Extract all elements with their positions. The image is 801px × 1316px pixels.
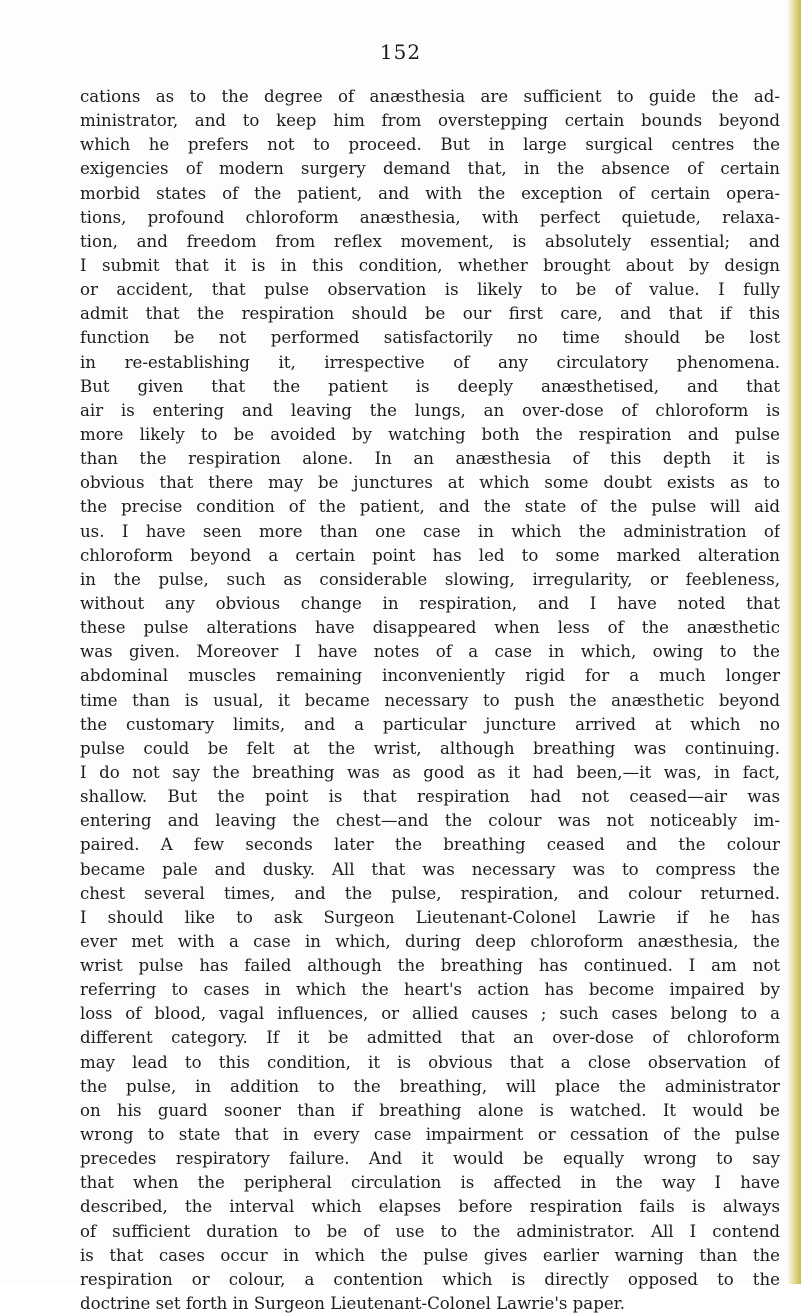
text-line: entering and leaving the chest—and the colour was not noticeably im-	[80, 811, 780, 831]
text-line: ever met with a case in which, during deep chloroform anæsthesia, the	[80, 931, 780, 951]
text-line: these pulse alterations have disappeared when less of the anæsthetic	[80, 618, 780, 638]
text-line: than the respiration alone. In an anæsthesia of this depth it is	[80, 449, 780, 469]
text-line: time than is usual, it became necessary to push the anæsthetic beyond	[80, 690, 780, 710]
text-line: I submit that it is in this condition, whether brought about by design	[80, 255, 780, 275]
text-line: the pulse, in addition to the breathing, will place the administrator	[80, 1076, 780, 1096]
text-line: precedes respiratory failure. And it would be equally wrong to say	[80, 1149, 780, 1169]
text-line: described, the interval which elapses before respiration fails is always	[80, 1197, 780, 1217]
text-line: chloroform beyond a certain point has led to some marked alteration	[80, 545, 780, 565]
text-line: on his guard sooner than if breathing alone is watched. It would be	[80, 1100, 780, 1120]
text-line: cations as to the degree of anæsthesia are sufficient to guide the ad-	[80, 87, 780, 106]
text-line: ministrator, and to keep him from overstepping certain bounds beyond	[80, 111, 780, 131]
text-line: loss of blood, vagal influences, or allied causes ; such cases belong to a	[80, 1004, 780, 1024]
text-line: us. I have seen more than one case in which the administration of	[80, 521, 780, 541]
text-line: I should like to ask Surgeon Lieutenant-Colonel Lawrie if he has	[80, 907, 780, 927]
text-line: that when the peripheral circulation is affected in the way I have	[80, 1173, 780, 1193]
text-line: without any obvious change in respiration, and I have noted that	[80, 593, 780, 613]
text-line: referring to cases in which the heart's action has become impaired by	[80, 980, 780, 1000]
text-line: air is entering and leaving the lungs, an over-dose of chloroform is	[80, 400, 780, 420]
text-line: wrong to state that in every case impairment or cessation of the pulse	[80, 1125, 780, 1145]
text-line: morbid states of the patient, and with the exception of certain opera-	[80, 183, 780, 203]
text-line: may lead to this condition, it is obvious that a close observation of	[80, 1052, 780, 1072]
page-number: 152	[379, 40, 422, 64]
text-line: in the pulse, such as considerable slowing, irregularity, or feebleness,	[80, 569, 780, 589]
text-line: chest several times, and the pulse, respiration, and colour returned.	[80, 883, 780, 903]
text-line: I do not say the breathing was as good as it had been,—it was, in fact,	[80, 762, 780, 782]
page-edge-shading	[787, 0, 801, 1284]
text-line: which he prefers not to proceed. But in large surgical centres the	[80, 135, 780, 155]
text-line: different category. If it be admitted that an over-dose of chloroform	[80, 1028, 780, 1048]
text-line: paired. A few seconds later the breathing ceased and the colour	[80, 835, 780, 855]
text-line: was given. Moreover I have notes of a case in which, owing to the	[80, 642, 780, 662]
text-line: tion, and freedom from reflex movement, is absolutely essential; and	[80, 231, 780, 251]
text-line: function be not performed satisfactorily no time should be lost	[80, 328, 780, 348]
text-line: abdominal muscles remaining inconveniently rigid for a much longer	[80, 666, 780, 686]
text-line: the customary limits, and a particular juncture arrived at which no	[80, 714, 780, 734]
text-line: shallow. But the point is that respiration had not ceased—air was	[80, 787, 780, 807]
text-line: tions, profound chloroform anæsthesia, with perfect quietude, relaxa-	[80, 207, 780, 227]
text-line: exigencies of modern surgery demand that, in the absence of certain	[80, 159, 780, 179]
text-line: But given that the patient is deeply anæsthetised, and that	[80, 376, 780, 396]
text-line: in re-establishing it, irrespective of any circulatory phenomena.	[80, 352, 780, 372]
text-line: respiration or colour, a contention which is directly opposed to the	[80, 1269, 780, 1289]
text-line: wrist pulse has failed although the breathing has continued. I am not	[80, 956, 780, 976]
text-line: is that cases occur in which the pulse gives earlier warning than the	[80, 1245, 780, 1265]
body-paragraph	[80, 85, 780, 1316]
text-line: admit that the respiration should be our first care, and that if this	[80, 304, 780, 324]
text-line: doctrine set forth in Surgeon Lieutenant-Colonel Lawrie's paper.	[80, 1294, 626, 1314]
text-line: became pale and dusky. All that was necessary was to compress the	[80, 859, 780, 879]
text-line: the precise condition of the patient, and the state of the pulse will aid	[80, 497, 780, 517]
text-line: obvious that there may be junctures at which some doubt exists as to	[80, 473, 780, 493]
text-line: or accident, that pulse observation is likely to be of value. I fully	[80, 280, 780, 300]
text-line: more likely to be avoided by watching both the respiration and pulse	[80, 424, 780, 444]
text-line: pulse could be felt at the wrist, although breathing was continuing.	[80, 738, 780, 758]
text-line: of sufficient duration to be of use to the administrator. All I contend	[80, 1221, 780, 1241]
